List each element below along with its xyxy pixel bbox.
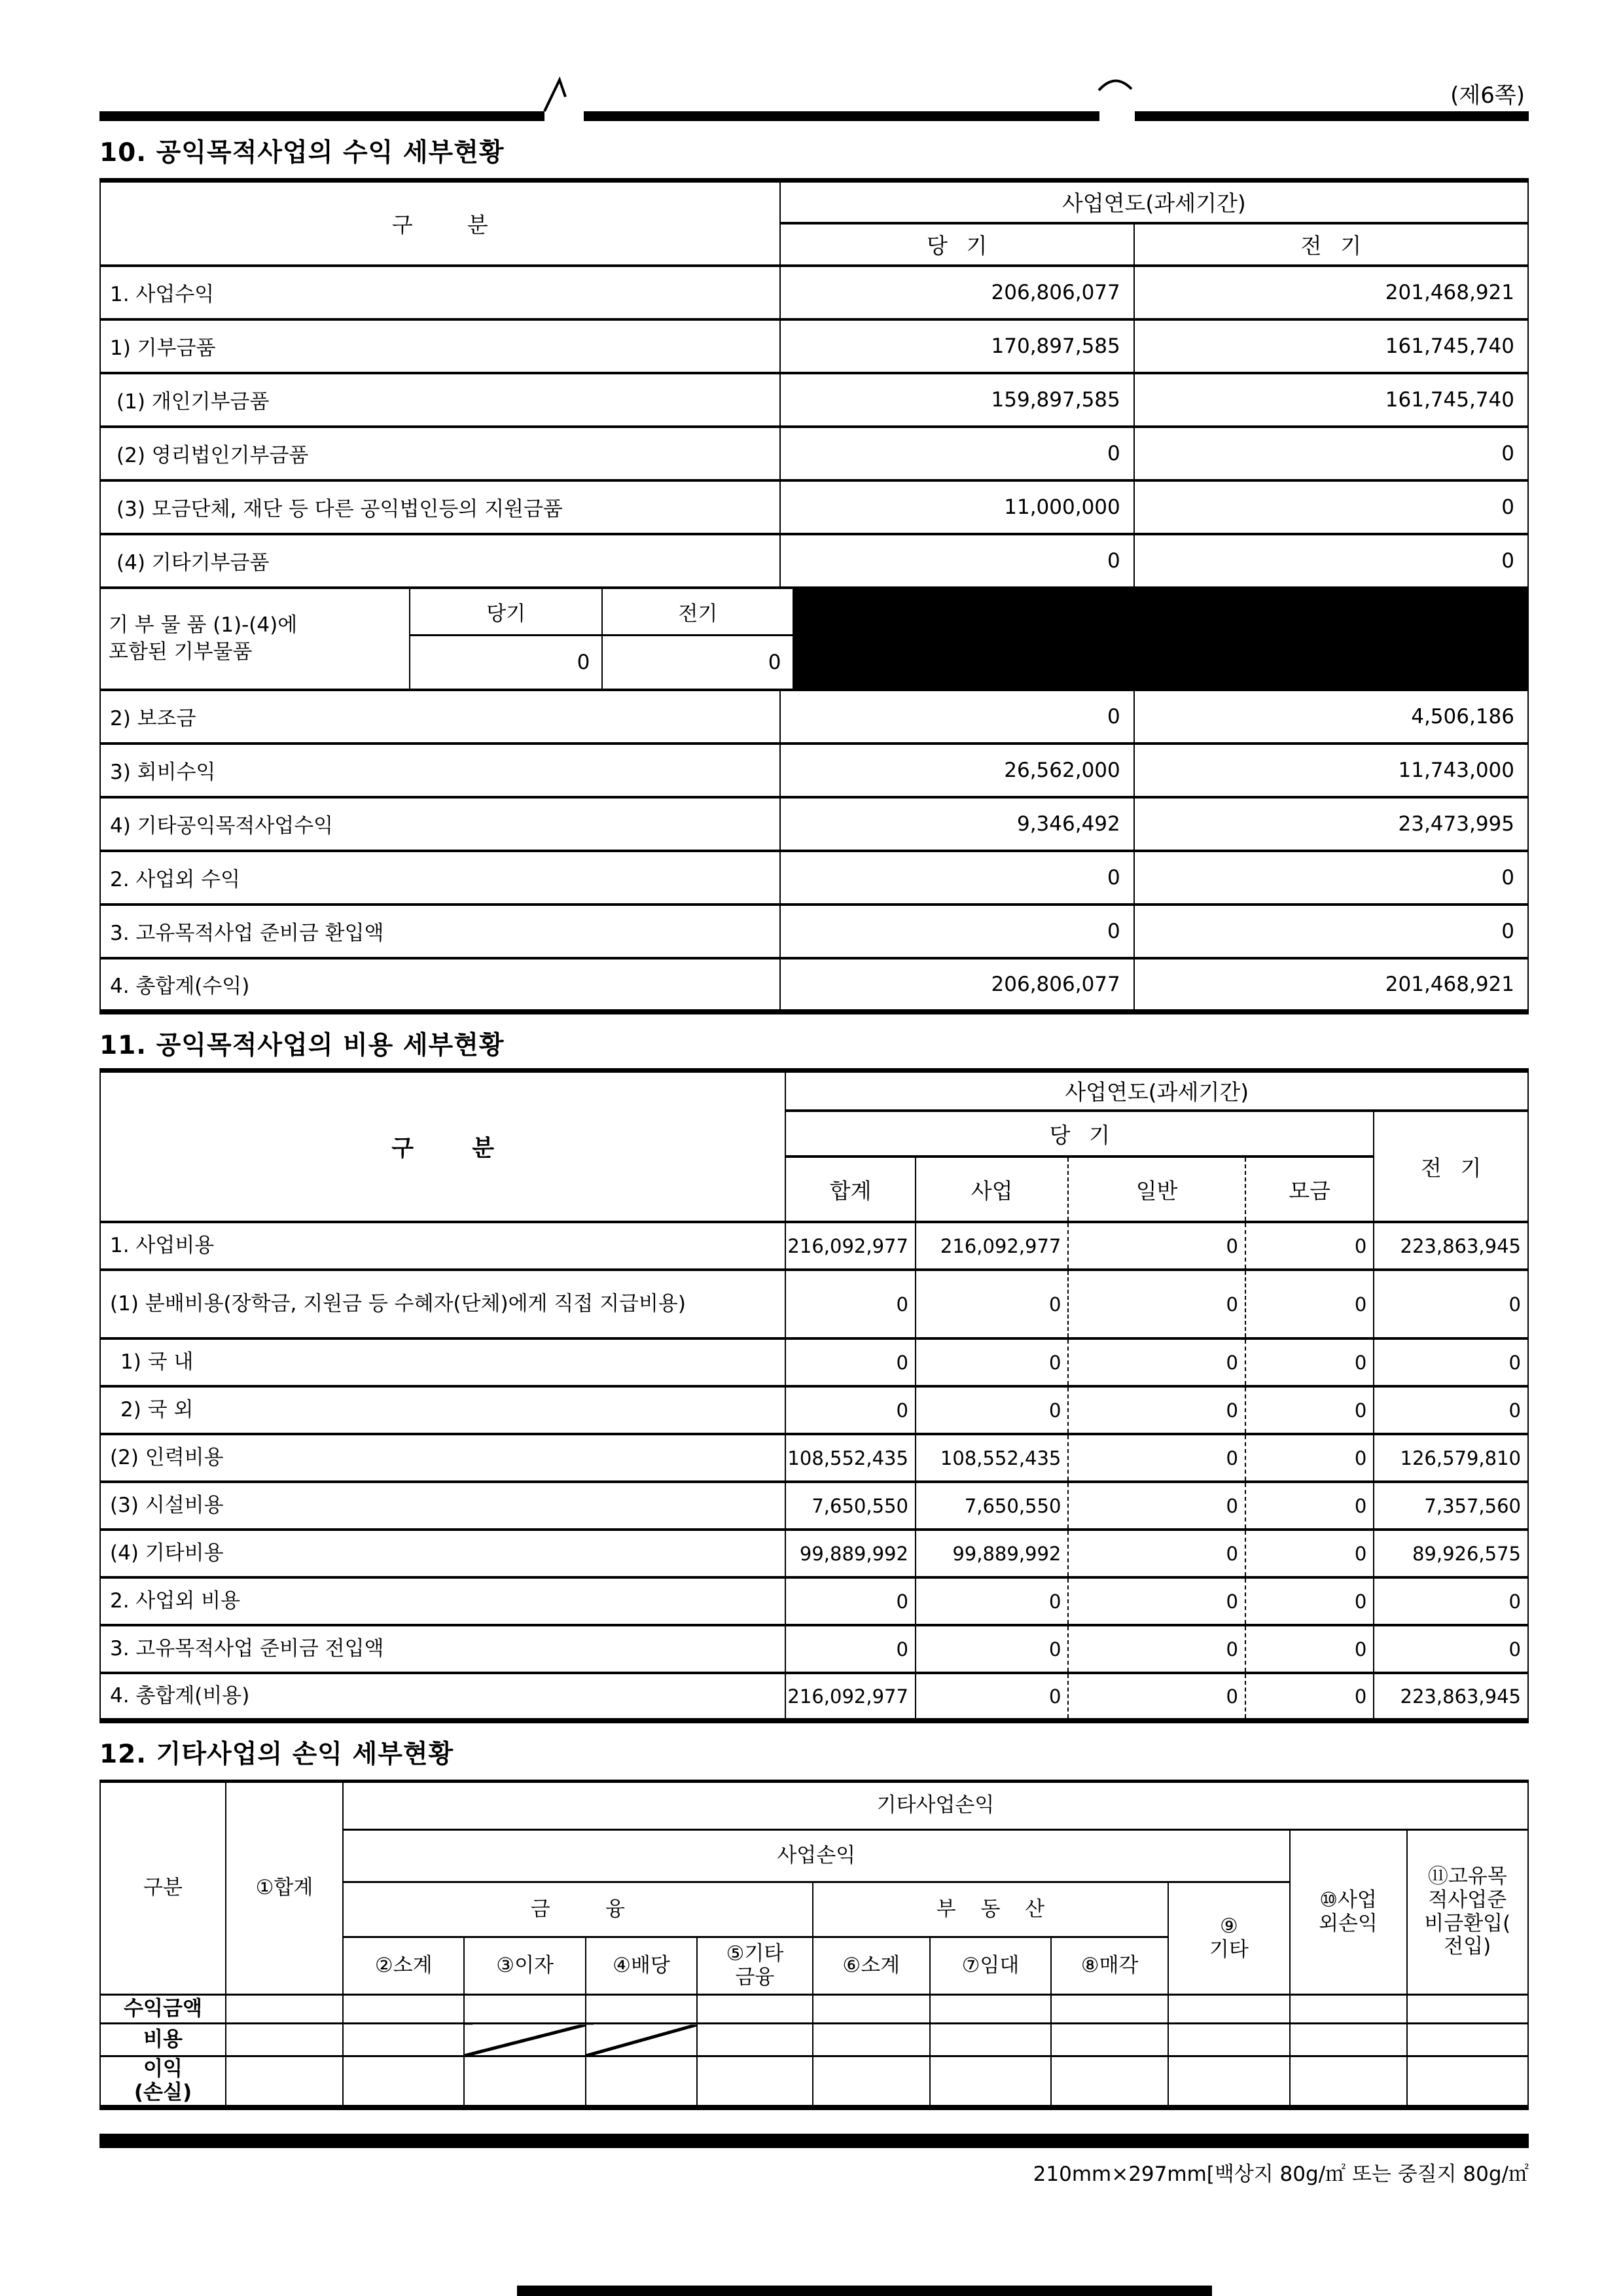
paper-spec-note: 210mm×297mm[백상지 80g/㎡ 또는 중질지 80g/㎡ xyxy=(1033,2162,1529,2187)
value-cell: 170,897,585 xyxy=(780,319,1134,373)
row-label: (1) 분배비용(장학금, 지원금 등 수혜자(단체)에게 직접 지급비용) xyxy=(100,1270,785,1338)
empty-cell xyxy=(343,2024,464,2056)
empty-cell xyxy=(1051,2056,1168,2108)
column-header-business-pl: 사업손익 xyxy=(343,1830,1290,1882)
table-row xyxy=(100,319,1528,373)
column-header-total: ①합계 xyxy=(226,1782,343,1995)
row-label: 3) 회비수익 xyxy=(100,744,780,797)
row-label: 4. 총합계(수익) xyxy=(100,958,780,1012)
value-cell: 0 xyxy=(1134,427,1528,480)
table-row xyxy=(100,1222,1528,1270)
column-header-general: 일반 xyxy=(1068,1157,1245,1222)
value-cell: 0 xyxy=(785,1577,916,1625)
column-header-category: 구분 xyxy=(100,1782,226,1995)
rule-segment xyxy=(1135,111,1529,121)
row-label: (4) 기타기부금품 xyxy=(100,534,780,588)
value-cell: 99,889,992 xyxy=(916,1530,1068,1577)
donated-goods-label: 기 부 물 품 (1)-(4)에 포함된 기부물품 xyxy=(101,589,410,689)
empty-cell xyxy=(1168,2056,1289,2108)
page-number: (제6쪽) xyxy=(1450,82,1525,109)
revenue-detail-table xyxy=(99,178,1529,1014)
value-cell: 0 xyxy=(1245,1530,1374,1577)
value-cell: 216,092,977 xyxy=(916,1222,1068,1270)
value-cell: 0 xyxy=(1134,851,1528,905)
rule-segment xyxy=(584,111,1099,121)
empty-cell xyxy=(343,2056,464,2108)
empty-cell xyxy=(1051,2024,1168,2056)
value-cell: 0 xyxy=(1068,1222,1245,1270)
row-label: 1. 사업수익 xyxy=(100,266,780,319)
donated-prior-header: 전기 xyxy=(603,589,794,636)
table-row xyxy=(100,851,1528,905)
table-row xyxy=(100,690,1528,744)
empty-cell xyxy=(697,2056,813,2108)
value-cell: 11,743,000 xyxy=(1134,744,1528,797)
value-cell: 0 xyxy=(1245,1222,1374,1270)
value-cell: 126,579,810 xyxy=(1374,1434,1528,1482)
row-label: (3) 시설비용 xyxy=(100,1482,785,1530)
table-row xyxy=(100,427,1528,480)
column-header-period-group: 사업연도(과세기간) xyxy=(780,181,1528,223)
column-header-other-business-pl: 기타사업손익 xyxy=(343,1782,1528,1830)
table-row xyxy=(100,797,1528,851)
footer-divider-bar xyxy=(99,2134,1529,2148)
row-label: 이익 (손실) xyxy=(100,2056,226,2108)
value-cell: 0 xyxy=(1068,1434,1245,1482)
row-label: 비용 xyxy=(100,2024,226,2056)
value-cell: 206,806,077 xyxy=(780,266,1134,319)
column-header-reserve-reversal: ⑪고유목 적사업준 비금환입( 전입) xyxy=(1407,1830,1529,1995)
table-row xyxy=(100,1673,1528,1721)
row-label: 1) 국 내 xyxy=(100,1338,785,1386)
empty-cell xyxy=(226,2056,343,2108)
row-label: 1. 사업비용 xyxy=(100,1222,785,1270)
value-cell: 0 xyxy=(916,1577,1068,1625)
column-header-total: 합계 xyxy=(785,1157,916,1222)
other-business-pl-table xyxy=(99,1780,1529,2110)
table-row xyxy=(100,1530,1528,1577)
column-header-rent: ⑦임대 xyxy=(930,1937,1051,1995)
table-row xyxy=(100,373,1528,427)
row-label: 2) 국 외 xyxy=(100,1386,785,1434)
donated-current-header: 당기 xyxy=(410,589,603,636)
value-cell: 0 xyxy=(1245,1270,1374,1338)
value-cell: 223,863,945 xyxy=(1374,1222,1528,1270)
row-label: 3. 고유목적사업 준비금 전입액 xyxy=(100,1625,785,1673)
value-cell: 0 xyxy=(785,1270,916,1338)
value-cell: 0 xyxy=(1068,1270,1245,1338)
value-cell: 23,473,995 xyxy=(1134,797,1528,851)
column-header-interest: ③이자 xyxy=(464,1937,585,1995)
row-label: (2) 영리법인기부금품 xyxy=(100,427,780,480)
donated-goods-row xyxy=(100,588,1528,690)
scan-artifact-caret xyxy=(542,75,573,115)
value-cell: 0 xyxy=(916,1338,1068,1386)
value-cell: 161,745,740 xyxy=(1134,319,1528,373)
empty-cell xyxy=(930,2056,1051,2108)
table-row xyxy=(100,266,1528,319)
column-header-business: 사업 xyxy=(916,1157,1068,1222)
table-row xyxy=(100,1625,1528,1673)
section12-title: 12. 기타사업의 손익 세부현황 xyxy=(99,1740,454,1769)
expense-detail-table xyxy=(99,1068,1529,1724)
value-cell: 0 xyxy=(916,1625,1068,1673)
scan-edge-artifact xyxy=(517,2286,1212,2296)
empty-cell xyxy=(464,1995,585,2024)
value-cell: 0 xyxy=(1245,1386,1374,1434)
value-cell: 26,562,000 xyxy=(780,744,1134,797)
row-label: 2. 사업외 수익 xyxy=(100,851,780,905)
table-row xyxy=(100,958,1528,1012)
table-row xyxy=(100,1386,1528,1434)
column-header-period-group: 사업연도(과세기간) xyxy=(785,1070,1528,1111)
value-cell: 0 xyxy=(1134,534,1528,588)
column-header-category: 구 분 xyxy=(100,181,780,266)
empty-cell xyxy=(1290,1995,1407,2024)
row-label: 2. 사업외 비용 xyxy=(100,1577,785,1625)
value-cell: 0 xyxy=(780,690,1134,744)
value-cell: 4,506,186 xyxy=(1134,690,1528,744)
table-row xyxy=(100,1270,1528,1338)
column-header-current-group: 당 기 xyxy=(785,1111,1374,1157)
value-cell: 0 xyxy=(1068,1625,1245,1673)
value-cell: 0 xyxy=(1068,1482,1245,1530)
row-label: (1) 개인기부금품 xyxy=(100,373,780,427)
value-cell: 0 xyxy=(1374,1386,1528,1434)
empty-cell xyxy=(586,1995,697,2024)
value-cell: 201,468,921 xyxy=(1134,958,1528,1012)
table-row-profit xyxy=(100,2056,1528,2108)
value-cell: 9,346,492 xyxy=(780,797,1134,851)
table-row xyxy=(100,1577,1528,1625)
table-row xyxy=(100,1482,1528,1530)
column-header-dividend: ④배당 xyxy=(586,1937,697,1995)
empty-cell xyxy=(813,2056,930,2108)
value-cell: 0 xyxy=(1068,1386,1245,1434)
value-cell: 216,092,977 xyxy=(785,1673,916,1721)
row-label: 3. 고유목적사업 준비금 환입액 xyxy=(100,905,780,958)
table-row-expense xyxy=(100,2024,1528,2056)
section11-title: 11. 공익목적사업의 비용 세부현황 xyxy=(99,1030,505,1060)
row-label: (3) 모금단체, 재단 등 다른 공익법인등의 지원금품 xyxy=(100,480,780,534)
empty-cell xyxy=(930,1995,1051,2024)
value-cell: 0 xyxy=(1245,1625,1374,1673)
empty-cell xyxy=(813,2024,930,2056)
empty-cell xyxy=(813,1995,930,2024)
value-cell: 0 xyxy=(785,1625,916,1673)
value-cell: 0 xyxy=(785,1386,916,1434)
value-cell: 223,863,945 xyxy=(1374,1673,1528,1721)
row-label: 4) 기타공익목적사업수익 xyxy=(100,797,780,851)
strikethrough-cell xyxy=(464,2024,585,2056)
empty-cell xyxy=(226,1995,343,2024)
row-label: 2) 보조금 xyxy=(100,690,780,744)
column-header-prior: 전 기 xyxy=(1134,223,1528,266)
row-label: (2) 인력비용 xyxy=(100,1434,785,1482)
row-label: 수익금액 xyxy=(100,1995,226,2024)
table-row xyxy=(100,1338,1528,1386)
value-cell: 0 xyxy=(1068,1673,1245,1721)
value-cell: 0 xyxy=(785,1338,916,1386)
value-cell: 0 xyxy=(1245,1434,1374,1482)
scan-artifact-arc xyxy=(1097,79,1133,93)
value-cell: 0 xyxy=(1068,1338,1245,1386)
value-cell: 0 xyxy=(916,1270,1068,1338)
column-header-finance-other: ⑤기타 금융 xyxy=(697,1937,813,1995)
empty-cell xyxy=(226,2024,343,2056)
table-row xyxy=(100,744,1528,797)
value-cell: 108,552,435 xyxy=(785,1434,916,1482)
column-header-prior: 전 기 xyxy=(1374,1111,1528,1222)
row-label: (4) 기타비용 xyxy=(100,1530,785,1577)
value-cell: 0 xyxy=(780,851,1134,905)
empty-cell xyxy=(464,2056,585,2108)
value-cell: 161,745,740 xyxy=(1134,373,1528,427)
empty-cell xyxy=(930,2024,1051,2056)
value-cell: 0 xyxy=(1374,1625,1528,1673)
value-cell: 0 xyxy=(1374,1338,1528,1386)
value-cell: 0 xyxy=(1068,1577,1245,1625)
value-cell: 0 xyxy=(916,1386,1068,1434)
column-header-fundraising: 모금 xyxy=(1245,1157,1374,1222)
rule-segment xyxy=(99,111,544,121)
value-cell: 108,552,435 xyxy=(916,1434,1068,1482)
empty-cell xyxy=(1168,2024,1289,2056)
column-header-nonbusiness-pl: ⑩사업 외손익 xyxy=(1290,1830,1407,1995)
column-group-finance: 금 융 xyxy=(343,1882,813,1937)
value-cell: 7,650,550 xyxy=(916,1482,1068,1530)
value-cell: 99,889,992 xyxy=(785,1530,916,1577)
value-cell: 7,357,560 xyxy=(1374,1482,1528,1530)
column-header-realestate-subtotal: ⑥소계 xyxy=(813,1937,930,1995)
value-cell: 159,897,585 xyxy=(780,373,1134,427)
empty-cell xyxy=(1407,2056,1529,2108)
table-row xyxy=(100,1434,1528,1482)
section10-title: 10. 공익목적사업의 수익 세부현황 xyxy=(99,138,505,168)
empty-cell xyxy=(586,2056,697,2108)
value-cell: 0 xyxy=(780,427,1134,480)
empty-cell xyxy=(697,1995,813,2024)
top-divider-rule xyxy=(99,111,1529,122)
empty-cell xyxy=(697,2024,813,2056)
donated-prior-value: 0 xyxy=(603,636,794,689)
value-cell: 0 xyxy=(1245,1577,1374,1625)
value-cell: 0 xyxy=(1068,1530,1245,1577)
column-header-category: 구 분 xyxy=(100,1070,785,1222)
column-group-realestate: 부 동 산 xyxy=(813,1882,1168,1937)
value-cell: 89,926,575 xyxy=(1374,1530,1528,1577)
value-cell: 0 xyxy=(780,534,1134,588)
table-row xyxy=(100,905,1528,958)
empty-cell xyxy=(1051,1995,1168,2024)
empty-cell xyxy=(343,1995,464,2024)
column-header-sale: ⑧매각 xyxy=(1051,1937,1168,1995)
donated-current-value: 0 xyxy=(410,636,603,689)
value-cell: 7,650,550 xyxy=(785,1482,916,1530)
value-cell: 216,092,977 xyxy=(785,1222,916,1270)
column-header-current: 당 기 xyxy=(780,223,1134,266)
value-cell: 0 xyxy=(1134,480,1528,534)
empty-cell xyxy=(1168,1995,1289,2024)
value-cell: 0 xyxy=(1374,1577,1528,1625)
empty-cell xyxy=(1407,1995,1529,2024)
table-row-revenue xyxy=(100,1995,1528,2024)
value-cell: 0 xyxy=(1245,1482,1374,1530)
empty-cell xyxy=(1290,2024,1407,2056)
value-cell: 0 xyxy=(1245,1673,1374,1721)
value-cell: 0 xyxy=(1374,1270,1528,1338)
value-cell: 201,468,921 xyxy=(1134,266,1528,319)
value-cell: 0 xyxy=(1134,905,1528,958)
row-label: 4. 총합계(비용) xyxy=(100,1673,785,1721)
column-header-finance-subtotal: ②소계 xyxy=(343,1937,464,1995)
value-cell: 0 xyxy=(1245,1338,1374,1386)
value-cell: 11,000,000 xyxy=(780,480,1134,534)
value-cell: 206,806,077 xyxy=(780,958,1134,1012)
column-header-etc: ⑨ 기타 xyxy=(1168,1882,1289,1995)
empty-cell xyxy=(1290,2056,1407,2108)
strikethrough-cell xyxy=(586,2024,697,2056)
row-label: 1) 기부금품 xyxy=(100,319,780,373)
value-cell: 0 xyxy=(916,1673,1068,1721)
redacted-area xyxy=(794,589,1527,689)
value-cell: 0 xyxy=(780,905,1134,958)
empty-cell xyxy=(1407,2024,1529,2056)
table-row xyxy=(100,480,1528,534)
table-row xyxy=(100,534,1528,588)
